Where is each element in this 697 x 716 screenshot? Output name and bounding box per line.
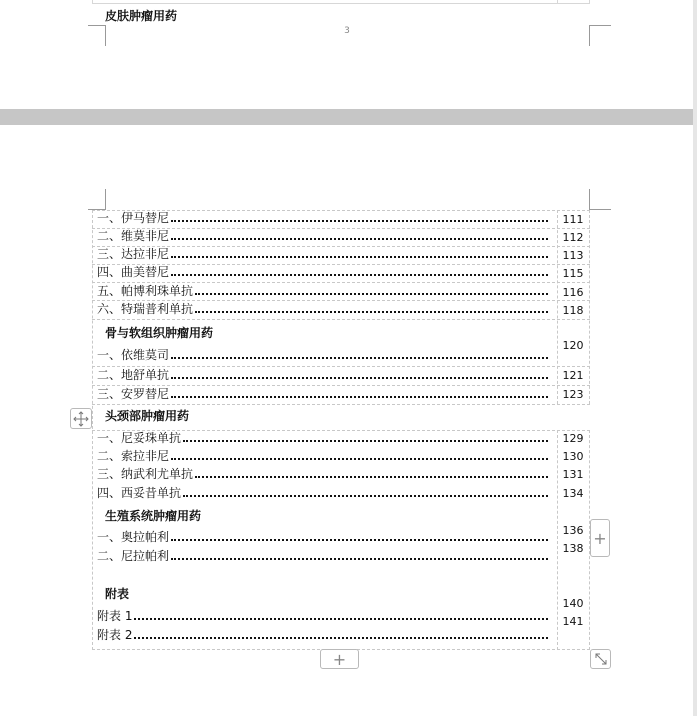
crop-mark xyxy=(88,189,106,210)
dot-leader xyxy=(171,558,548,560)
toc-entry[interactable] xyxy=(97,430,549,447)
section-heading-appendix: 附表 xyxy=(105,587,130,601)
toc-entry[interactable] xyxy=(97,627,549,644)
toc-entry[interactable] xyxy=(97,367,549,384)
toc-page-number: 115 xyxy=(562,267,584,280)
toc-page-number: 141 xyxy=(562,615,584,628)
add-row-button[interactable] xyxy=(320,649,359,669)
dot-leader xyxy=(195,476,548,478)
dot-leader xyxy=(183,495,548,497)
section-heading-headneck: 头颈部肿瘤用药 xyxy=(105,409,190,423)
toc-entry[interactable] xyxy=(97,386,549,403)
toc-entry[interactable] xyxy=(97,246,549,263)
crop-mark xyxy=(88,25,106,46)
toc-entry-label: 一、尼妥珠单抗 xyxy=(97,431,182,445)
section-heading-reproductive: 生殖系统肿瘤用药 xyxy=(105,509,202,523)
add-column-button[interactable] xyxy=(590,519,610,557)
toc-page-number: 129 xyxy=(562,432,584,445)
toc-entry-label: 五、帕博利珠单抗 xyxy=(97,284,194,298)
toc-entry-label: 四、曲美替尼 xyxy=(97,265,170,279)
toc-entry[interactable] xyxy=(97,529,549,546)
dot-leader xyxy=(171,274,548,276)
toc-page-number: 134 xyxy=(562,487,584,500)
toc-entry-label: 六、特瑞普利单抗 xyxy=(97,302,194,316)
dot-leader xyxy=(171,357,548,359)
dot-leader xyxy=(171,238,548,240)
window-edge xyxy=(693,0,697,716)
move-arrows-icon xyxy=(73,411,89,427)
section-heading-skin: 皮肤肿瘤用药 xyxy=(105,9,178,23)
table-resize-handle[interactable] xyxy=(590,649,611,669)
toc-entry[interactable] xyxy=(97,448,549,465)
dot-leader xyxy=(171,377,548,379)
toc-entry[interactable] xyxy=(97,264,549,281)
toc-entry-label: 附表 1 xyxy=(97,609,133,623)
dot-leader xyxy=(171,220,548,222)
plus-icon: + xyxy=(332,649,347,669)
toc-page-number: 120 xyxy=(562,339,584,352)
table-row-line xyxy=(92,319,590,320)
toc-entry[interactable] xyxy=(97,283,549,300)
toc-entry-label: 三、安罗替尼 xyxy=(97,387,170,401)
section-heading-bone: 骨与软组织肿瘤用药 xyxy=(105,326,214,340)
toc-page-number: 123 xyxy=(562,388,584,401)
toc-entry-label: 一、奥拉帕利 xyxy=(97,530,170,544)
toc-entry-label: 四、西妥昔单抗 xyxy=(97,486,182,500)
toc-entry-label: 二、维莫非尼 xyxy=(97,229,170,243)
table-move-handle[interactable] xyxy=(70,408,92,429)
toc-entry-label: 二、地舒单抗 xyxy=(97,368,170,382)
table-row-line xyxy=(92,404,590,405)
toc-entry-label: 一、伊马替尼 xyxy=(97,211,170,225)
toc-page-number: 136 xyxy=(562,524,584,537)
toc-entry-label: 一、依维莫司 xyxy=(97,348,170,362)
dot-leader xyxy=(171,458,548,460)
toc-page-number: 111 xyxy=(562,213,584,226)
toc-entry-label: 三、纳武利尤单抗 xyxy=(97,467,194,481)
page-gap xyxy=(0,109,697,125)
crop-mark xyxy=(589,189,611,210)
table-column-divider xyxy=(557,430,558,650)
crop-mark xyxy=(589,25,611,46)
plus-icon: + xyxy=(593,528,607,548)
dot-leader xyxy=(195,293,548,295)
toc-entry[interactable] xyxy=(97,301,549,318)
toc-entry[interactable] xyxy=(97,485,549,502)
table-border xyxy=(92,3,590,4)
dot-leader xyxy=(195,311,548,313)
toc-entry-label: 三、达拉非尼 xyxy=(97,247,170,261)
toc-page-number: 121 xyxy=(562,369,584,382)
toc-page-number: 116 xyxy=(562,286,584,299)
dot-leader xyxy=(183,440,548,442)
toc-entry[interactable] xyxy=(97,228,549,245)
toc-entry[interactable] xyxy=(97,210,549,227)
toc-entry-label: 二、尼拉帕利 xyxy=(97,549,170,563)
toc-page-number: 113 xyxy=(562,249,584,262)
toc-entry[interactable] xyxy=(97,466,549,483)
dot-leader xyxy=(134,618,548,620)
toc-entry[interactable] xyxy=(97,347,549,364)
toc-entry[interactable] xyxy=(97,608,549,625)
dot-leader xyxy=(171,396,548,398)
toc-entry[interactable] xyxy=(97,548,549,565)
previous-page xyxy=(0,0,693,109)
toc-page-number: 140 xyxy=(562,597,584,610)
toc-page-number: 112 xyxy=(562,231,584,244)
dot-leader xyxy=(134,637,548,639)
table-column-divider xyxy=(557,210,558,404)
toc-page-number: 118 xyxy=(562,304,584,317)
resize-diagonal-icon xyxy=(594,652,608,666)
toc-page-number: 138 xyxy=(562,542,584,555)
dot-leader xyxy=(171,256,548,258)
dot-leader xyxy=(171,539,548,541)
toc-page-number: 131 xyxy=(562,468,584,481)
toc-page-number: 130 xyxy=(562,450,584,463)
page-number: 3 xyxy=(344,26,350,36)
table-border-right xyxy=(589,210,590,404)
toc-entry-label: 二、索拉非尼 xyxy=(97,449,170,463)
toc-entry-label: 附表 2 xyxy=(97,628,133,642)
